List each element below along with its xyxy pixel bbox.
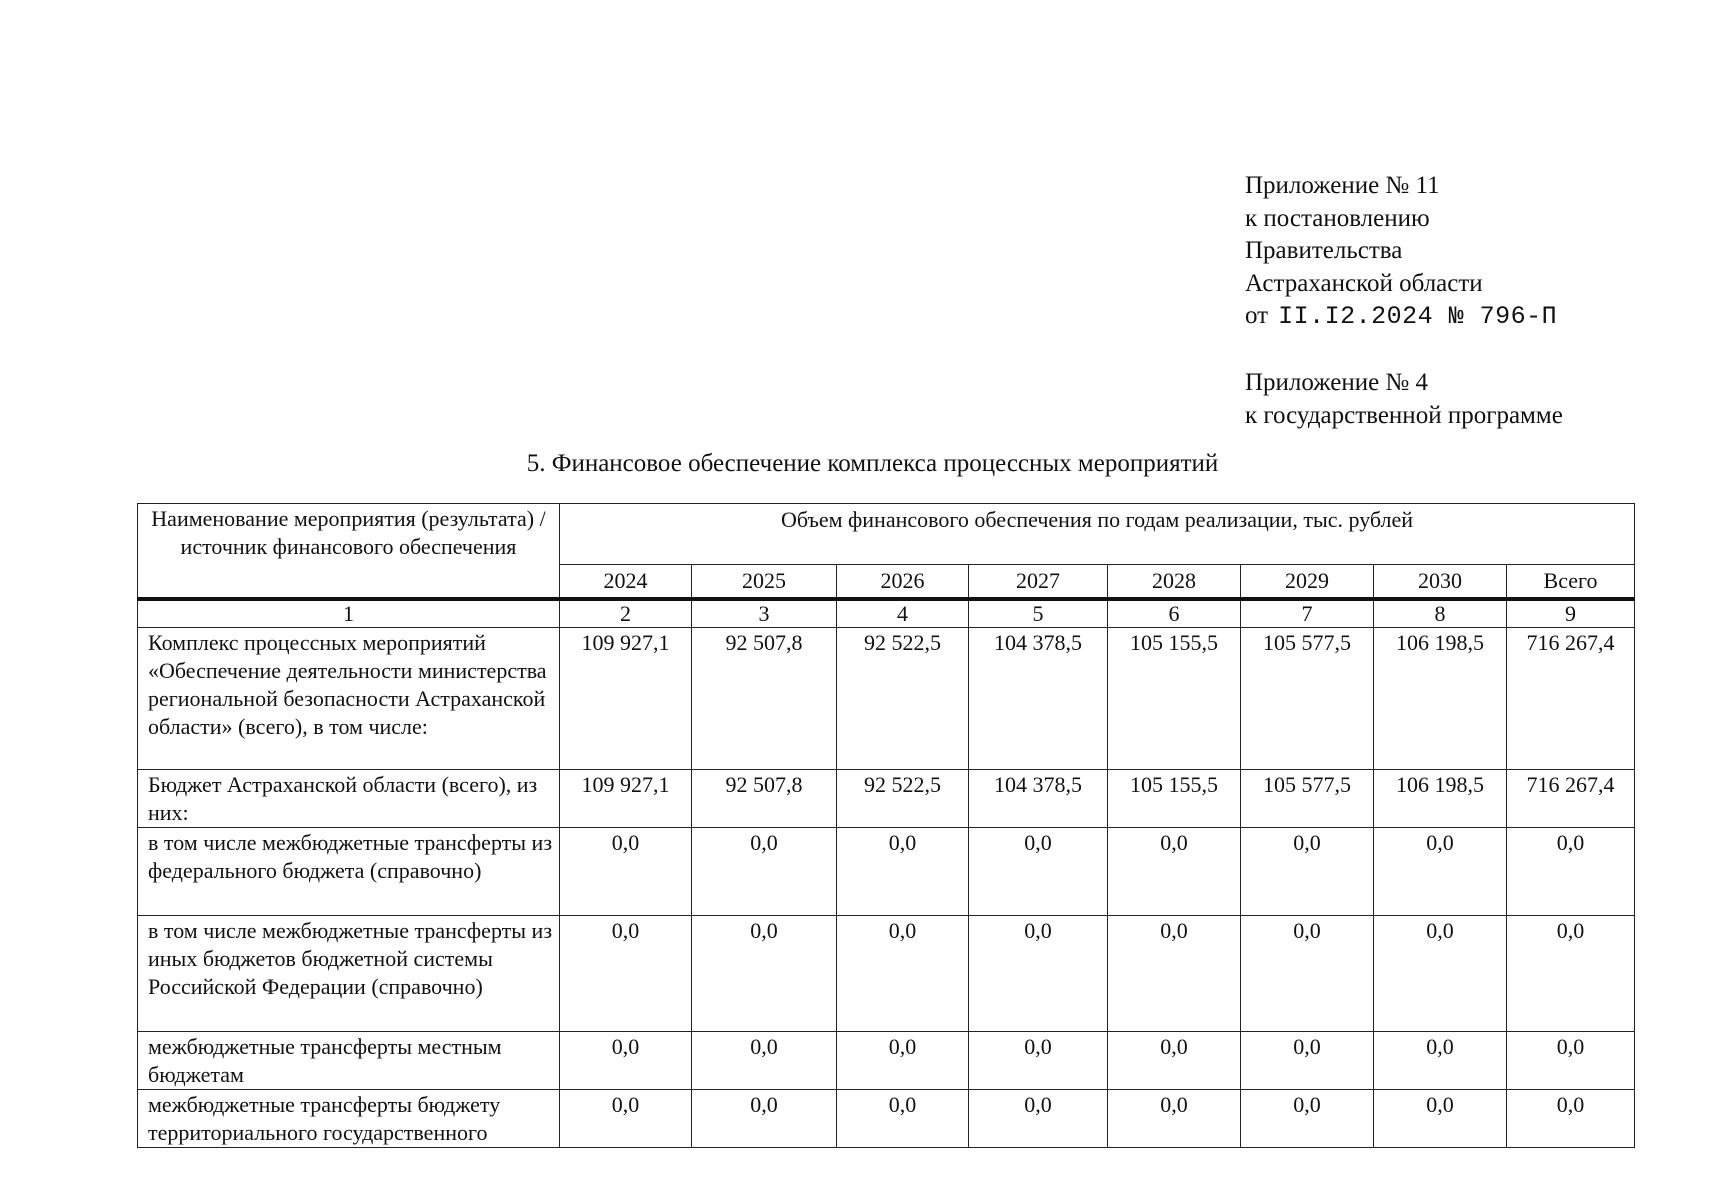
total-cell: 0,0 xyxy=(1507,828,1635,916)
column-index: 1 xyxy=(138,599,560,628)
total-header: Всего xyxy=(1507,565,1635,600)
appendix-line-4: Астраханской области xyxy=(1245,269,1483,297)
column-index-row xyxy=(138,599,1635,628)
total-cell: 0,0 xyxy=(1507,1032,1635,1090)
program-appendix-block xyxy=(1245,366,1563,432)
value-cell: 105 577,5 xyxy=(1241,770,1374,828)
value-cell: 105 577,5 xyxy=(1241,628,1374,770)
value-cell: 0,0 xyxy=(1374,916,1507,1032)
value-cell: 104 378,5 xyxy=(969,770,1108,828)
total-cell: 0,0 xyxy=(1507,916,1635,1032)
value-cell: 0,0 xyxy=(560,1090,692,1148)
value-cell: 0,0 xyxy=(969,828,1108,916)
row-name: Бюджет Астраханской области (всего), из них: xyxy=(138,770,560,828)
table-row xyxy=(138,1090,1635,1148)
total-cell: 0,0 xyxy=(1507,1090,1635,1148)
date-prefix: от xyxy=(1245,302,1269,329)
name-column-header: Наименование мероприятия (результата) / источник финансового обеспечения xyxy=(138,504,560,600)
column-index: 3 xyxy=(692,599,837,628)
year-header: 2030 xyxy=(1374,565,1507,600)
row-name: в том числе межбюджетные трансферты из федерального бюджета (справочно) xyxy=(138,828,560,916)
appendix-line-1: Приложение № 11 xyxy=(1245,172,1440,199)
year-header: 2027 xyxy=(969,565,1108,600)
value-cell: 92 507,8 xyxy=(692,770,837,828)
total-cell: 716 267,4 xyxy=(1507,628,1635,770)
value-cell: 106 198,5 xyxy=(1374,628,1507,770)
value-cell: 0,0 xyxy=(837,1032,969,1090)
value-cell: 0,0 xyxy=(837,828,969,916)
resolution-appendix-block xyxy=(1245,170,1557,334)
row-name: межбюджетные трансферты местным бюджетам xyxy=(138,1032,560,1090)
value-cell: 0,0 xyxy=(692,1032,837,1090)
row-name: Комплекс процессных мероприятий «Обеспечение деятельности министерства региональной безопасности Астраханской области» (всего), в том числе: xyxy=(138,628,560,770)
value-cell: 0,0 xyxy=(1108,1032,1241,1090)
appendix-line-3: Правительства xyxy=(1245,237,1403,264)
value-cell: 0,0 xyxy=(1374,828,1507,916)
total-cell: 716 267,4 xyxy=(1507,770,1635,828)
column-index: 9 xyxy=(1507,599,1635,628)
value-cell: 0,0 xyxy=(1241,1032,1374,1090)
value-cell: 92 522,5 xyxy=(837,770,969,828)
table-header-row xyxy=(138,504,1635,565)
document-title: 5. Финансовое обеспечение комплекса процессных мероприятий xyxy=(526,450,1219,477)
value-cell: 92 507,8 xyxy=(692,628,837,770)
column-index: 7 xyxy=(1241,599,1374,628)
resolution-date-line xyxy=(1245,300,1557,334)
value-cell: 0,0 xyxy=(1241,1090,1374,1148)
value-cell: 109 927,1 xyxy=(560,628,692,770)
table-row xyxy=(138,628,1635,770)
resolution-date-number: II.I2.2024 № 796-П xyxy=(1278,302,1558,331)
table-row xyxy=(138,1032,1635,1090)
value-cell: 0,0 xyxy=(692,828,837,916)
value-cell: 0,0 xyxy=(969,916,1108,1032)
column-index: 5 xyxy=(969,599,1108,628)
value-cell: 0,0 xyxy=(969,1032,1108,1090)
value-cell: 105 155,5 xyxy=(1108,628,1241,770)
value-cell: 0,0 xyxy=(560,828,692,916)
value-cell: 0,0 xyxy=(692,1090,837,1148)
column-index: 6 xyxy=(1108,599,1241,628)
year-header: 2024 xyxy=(560,565,692,600)
column-index: 2 xyxy=(560,599,692,628)
financing-table xyxy=(137,503,1635,1148)
column-index: 8 xyxy=(1374,599,1507,628)
value-cell: 92 522,5 xyxy=(837,628,969,770)
value-cell: 0,0 xyxy=(1108,916,1241,1032)
value-cell: 0,0 xyxy=(1241,916,1374,1032)
value-cell: 0,0 xyxy=(560,1032,692,1090)
value-cell: 0,0 xyxy=(1374,1032,1507,1090)
value-cell: 0,0 xyxy=(969,1090,1108,1148)
value-cell: 0,0 xyxy=(1241,828,1374,916)
value-cell: 0,0 xyxy=(837,916,969,1032)
value-cell: 0,0 xyxy=(1108,828,1241,916)
year-header: 2028 xyxy=(1108,565,1241,600)
value-cell: 0,0 xyxy=(692,916,837,1032)
program-appendix-line-2: к государственной программе xyxy=(1245,402,1563,429)
row-name: в том числе межбюджетные трансферты из иных бюджетов бюджетной системы Российской Федерации (справочно) xyxy=(138,916,560,1032)
value-cell: 106 198,5 xyxy=(1374,770,1507,828)
table-row xyxy=(138,828,1635,916)
value-cell: 0,0 xyxy=(1108,1090,1241,1148)
value-cell: 109 927,1 xyxy=(560,770,692,828)
value-cell: 0,0 xyxy=(837,1090,969,1148)
year-header: 2029 xyxy=(1241,565,1374,600)
value-cell: 0,0 xyxy=(1374,1090,1507,1148)
value-cell: 104 378,5 xyxy=(969,628,1108,770)
table-row xyxy=(138,770,1635,828)
value-cell: 0,0 xyxy=(560,916,692,1032)
program-appendix-line-1: Приложение № 4 xyxy=(1245,369,1429,396)
year-header: 2025 xyxy=(692,565,837,600)
volume-column-header: Объем финансового обеспечения по годам реализации, тыс. рублей xyxy=(560,504,1635,565)
table-row xyxy=(138,916,1635,1032)
appendix-line-2: к постановлению xyxy=(1245,204,1430,232)
year-header: 2026 xyxy=(837,565,969,600)
row-name: межбюджетные трансферты бюджету территориального государственного xyxy=(138,1090,560,1148)
value-cell: 105 155,5 xyxy=(1108,770,1241,828)
column-index: 4 xyxy=(837,599,969,628)
